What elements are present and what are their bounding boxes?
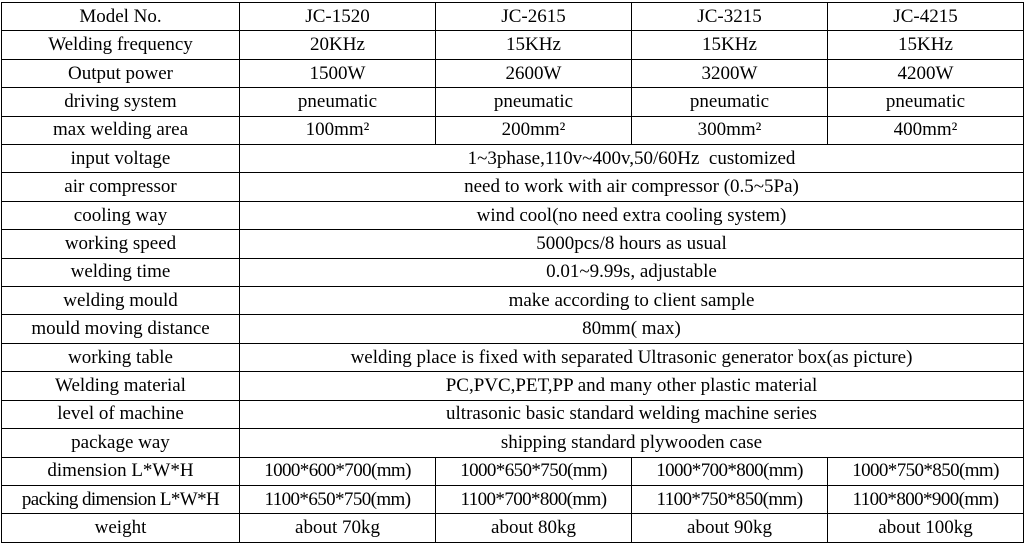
table-row	[2, 343, 1024, 371]
table-row	[2, 457, 1024, 485]
table-row	[2, 88, 1024, 116]
row-label: air compressor	[2, 173, 240, 201]
model-name: JC-2615	[436, 3, 632, 31]
row-label: mould moving distance	[2, 315, 240, 343]
cell-value-merged: ultrasonic basic standard welding machine series	[240, 400, 1024, 428]
row-label: working table	[2, 343, 240, 371]
spec-table	[1, 2, 1024, 543]
cell-value: 15KHz	[632, 31, 828, 59]
row-label: working speed	[2, 230, 240, 258]
cell-value-merged: 1~3phase,110v~400v,50/60Hz customized	[240, 145, 1024, 173]
cell-value: 3200W	[632, 59, 828, 87]
cell-value-merged: welding place is fixed with separated Ultrasonic generator box(as picture)	[240, 343, 1024, 371]
cell-value: about 100kg	[828, 514, 1024, 543]
cell-value-merged: 0.01~9.99s, adjustable	[240, 258, 1024, 286]
row-label: welding mould	[2, 287, 240, 315]
row-label: package way	[2, 429, 240, 457]
row-label: input voltage	[2, 145, 240, 173]
cell-value: 300mm²	[632, 116, 828, 144]
cell-value: 1100*650*750(mm)	[240, 485, 436, 513]
row-label: packing dimension L*W*H	[2, 485, 240, 513]
row-label: welding time	[2, 258, 240, 286]
cell-value: 1000*750*850(mm)	[828, 457, 1024, 485]
table-row	[2, 201, 1024, 229]
row-label: Welding material	[2, 372, 240, 400]
table-row	[2, 372, 1024, 400]
table-row	[2, 31, 1024, 59]
model-name: JC-3215	[632, 3, 828, 31]
cell-value-merged: PC,PVC,PET,PP and many other plastic material	[240, 372, 1024, 400]
row-label: cooling way	[2, 201, 240, 229]
cell-value: about 90kg	[632, 514, 828, 543]
cell-value: 200mm²	[436, 116, 632, 144]
cell-value: 100mm²	[240, 116, 436, 144]
cell-value: 1000*600*700(mm)	[240, 457, 436, 485]
table-row	[2, 400, 1024, 428]
table-row	[2, 514, 1024, 543]
row-label: weight	[2, 514, 240, 543]
table-row	[2, 429, 1024, 457]
cell-value: 15KHz	[828, 31, 1024, 59]
cell-value: about 80kg	[436, 514, 632, 543]
table-row	[2, 116, 1024, 144]
cell-value-merged: wind cool(no need extra cooling system)	[240, 201, 1024, 229]
row-label: max welding area	[2, 116, 240, 144]
table-row	[2, 258, 1024, 286]
cell-value: 1000*650*750(mm)	[436, 457, 632, 485]
cell-value: 20KHz	[240, 31, 436, 59]
cell-value-merged: make according to client sample	[240, 287, 1024, 315]
cell-value: 400mm²	[828, 116, 1024, 144]
cell-value: pneumatic	[436, 88, 632, 116]
table-row	[2, 485, 1024, 513]
table-row-header	[2, 3, 1024, 31]
row-label: Model No.	[2, 3, 240, 31]
model-name: JC-1520	[240, 3, 436, 31]
cell-value-merged: 5000pcs/8 hours as usual	[240, 230, 1024, 258]
cell-value: pneumatic	[828, 88, 1024, 116]
cell-value: 1500W	[240, 59, 436, 87]
row-label: level of machine	[2, 400, 240, 428]
cell-value: 1100*800*900(mm)	[828, 485, 1024, 513]
cell-value-merged: shipping standard plywooden case	[240, 429, 1024, 457]
cell-value: 1100*700*800(mm)	[436, 485, 632, 513]
table-row	[2, 287, 1024, 315]
cell-value: pneumatic	[632, 88, 828, 116]
table-row	[2, 145, 1024, 173]
table-row	[2, 173, 1024, 201]
cell-value-merged: need to work with air compressor (0.5~5Pa)	[240, 173, 1024, 201]
row-label: driving system	[2, 88, 240, 116]
table-row	[2, 315, 1024, 343]
cell-value: 4200W	[828, 59, 1024, 87]
model-name: JC-4215	[828, 3, 1024, 31]
cell-value: 15KHz	[436, 31, 632, 59]
cell-value: about 70kg	[240, 514, 436, 543]
cell-value: 1000*700*800(mm)	[632, 457, 828, 485]
cell-value: 2600W	[436, 59, 632, 87]
row-label: dimension L*W*H	[2, 457, 240, 485]
cell-value-merged: 80mm( max)	[240, 315, 1024, 343]
table-row	[2, 59, 1024, 87]
row-label: Output power	[2, 59, 240, 87]
row-label: Welding frequency	[2, 31, 240, 59]
cell-value: 1100*750*850(mm)	[632, 485, 828, 513]
cell-value: pneumatic	[240, 88, 436, 116]
table-row	[2, 230, 1024, 258]
